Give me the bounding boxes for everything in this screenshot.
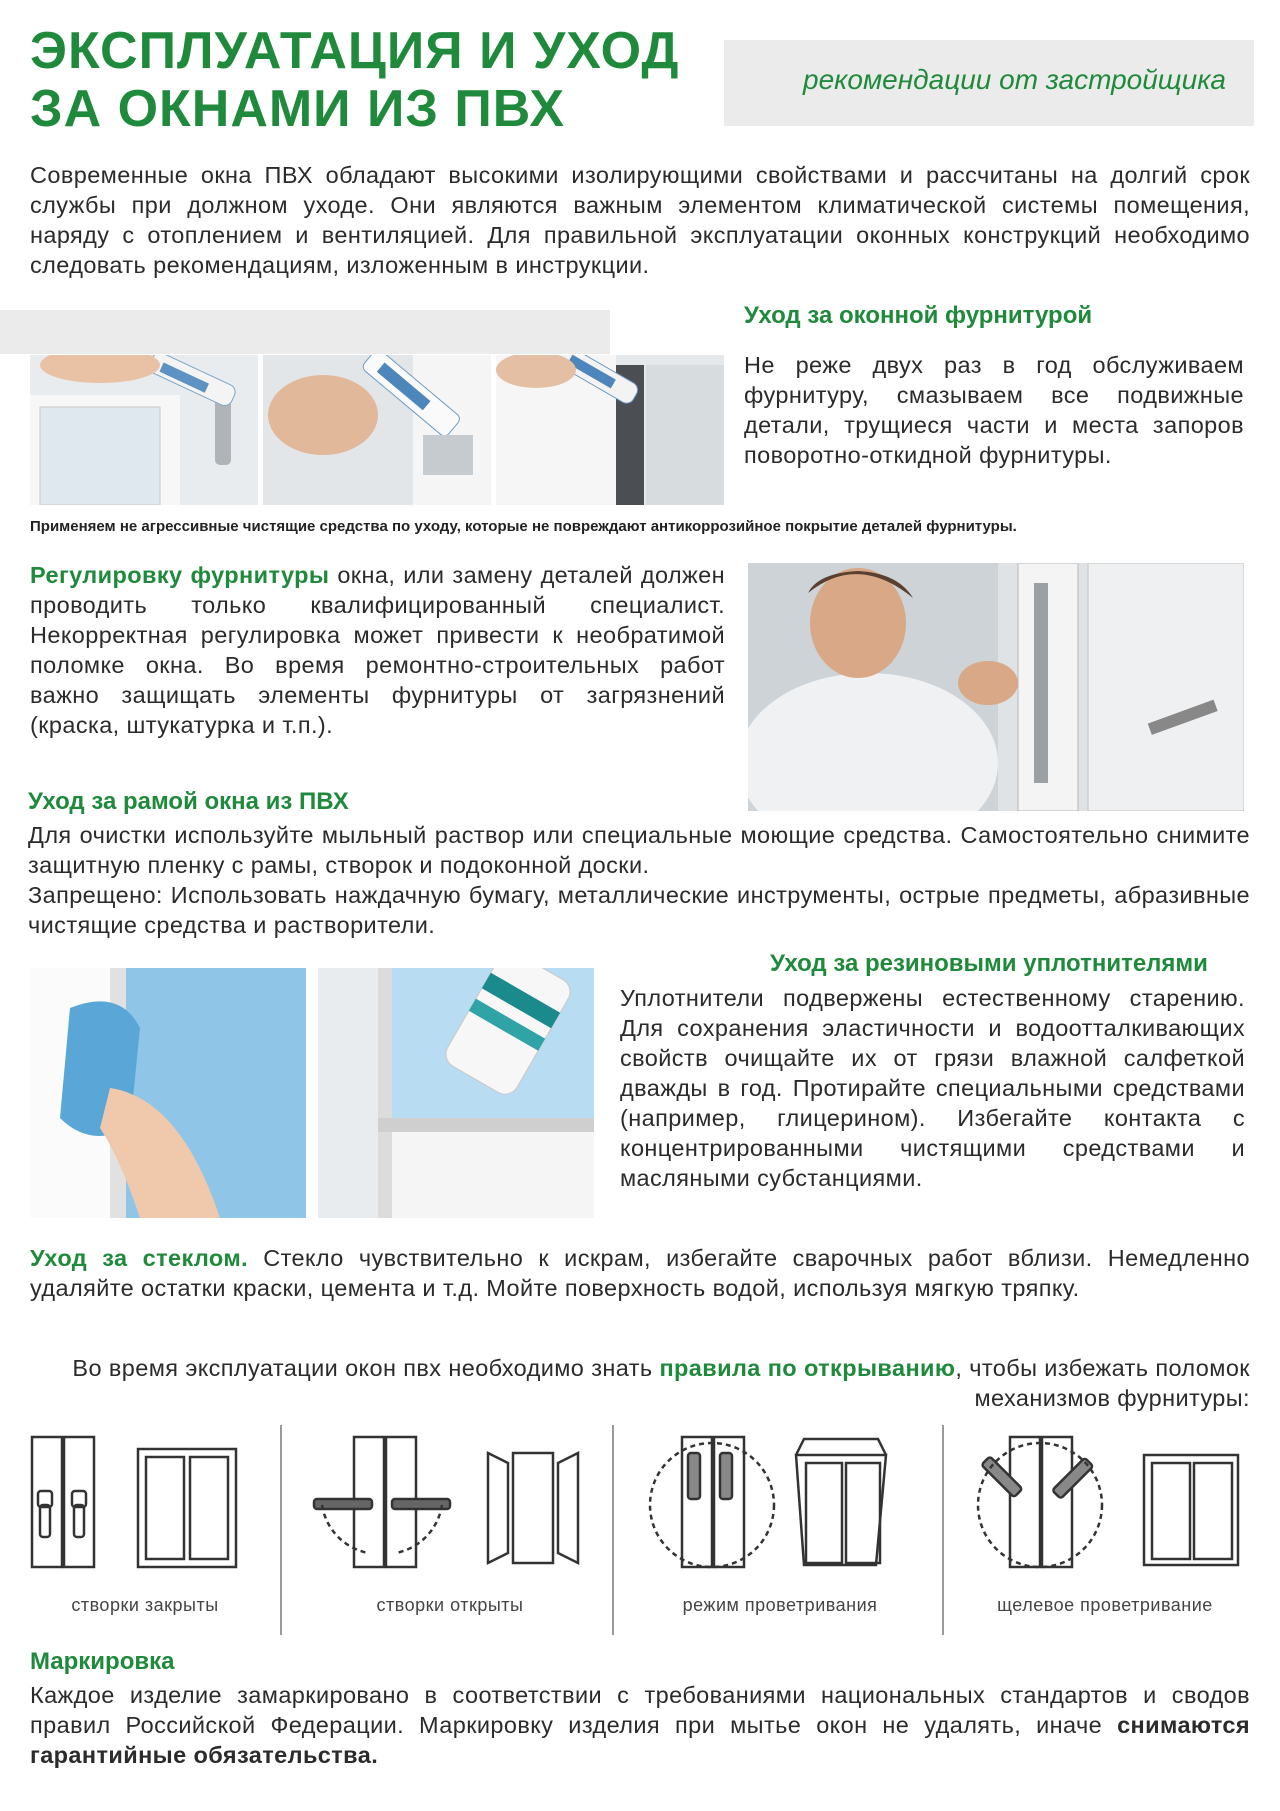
rules-intro: [30, 1353, 1250, 1413]
marking-heading: Маркировка: [30, 1648, 175, 1675]
closed-mode-illustration: [28, 1433, 268, 1573]
slot-ventilation-illustration: [964, 1433, 1254, 1573]
caption-closed: створки закрыты: [71, 1595, 219, 1615]
fittings-band: [0, 310, 610, 354]
marking-bold: снимаются гарантийные обязательства.: [30, 1712, 1250, 1768]
marking-paragraph: [30, 1680, 1250, 1770]
adjust-lead: Регулировку фурнитуры: [30, 562, 330, 588]
title-line-1: ЭКСПЛУАТАЦИЯ И УХОД: [30, 22, 680, 80]
open-mode-illustration: [308, 1433, 598, 1573]
title-line-2: ЗА ОКНАМИ ИЗ ПВХ: [30, 80, 566, 138]
glass-lead: Уход за стеклом.: [30, 1245, 249, 1271]
page-title: [30, 22, 730, 138]
separator-3: [942, 1425, 944, 1635]
intro-paragraph: Современные окна ПВХ обладают высокими изолирующими свойствами и рассчитаны на долгий срок службы при должном уходе. Они являются важным элементом климатической системы помещения, наряду с отоплением и вентиляцией. Для правильной эксплуатации оконных конструкций необходимо следовать рекомендациям, изложенным в инструкции.: [30, 162, 1250, 278]
photo-wiping-window: [30, 968, 306, 1218]
frame-text-2: Запрещено: Использовать наждачную бумагу, металлические инструменты, острые предметы, абразивные чистящие средства и растворители.: [28, 882, 1250, 938]
fittings-heading: Уход за оконной фурнитурой: [744, 302, 1093, 329]
marking-text: Каждое изделие замаркировано в соответствии с требованиями национальных стандартов и сводов правил Российской Федерации. Маркировку изделия при мытье окон не удалять, иначе: [30, 1682, 1250, 1738]
rules-pre: Во время эксплуатации окон пвх необходимо знать: [72, 1355, 660, 1381]
caption-slot-ventilation: щелевое проветривание: [997, 1595, 1213, 1615]
rules-bold: правила по открыванию: [659, 1355, 956, 1381]
frame-text-1: Для очистки используйте мыльный раствор или специальные моющие средства. Самостоятельно снимите защитную пленку с рамы, створок и подоконной доски.: [28, 822, 1250, 878]
frame-heading: Уход за рамой окна из ПВХ: [28, 788, 349, 815]
fittings-text: Не реже двух раз в год обслуживаем фурнитуру, смазываем все подвижные детали, трущиеся части и места запоров поворотно-откидной фурнитуры.: [744, 352, 1244, 468]
ventilation-mode-illustration: [636, 1433, 926, 1573]
caption-ventilation: режим проветривания: [682, 1595, 878, 1615]
subtitle: рекомендации от застройщика: [803, 64, 1226, 95]
separator-1: [280, 1425, 282, 1635]
photo-sash-lubrication: [496, 355, 724, 505]
glass-paragraph: [30, 1243, 1250, 1303]
opening-modes-diagram: [0, 1425, 1280, 1635]
fittings-note: Применяем не агрессивные чистящие средства по уходу, которые не повреждают антикоррозийное покрытие деталей фурнитуры.: [30, 518, 1017, 535]
adjust-text: окна, или замену деталей должен проводить только квалифицированный специалист. Некорректная регулировка может привести к необратимой поломке окна. Во время ремонтно-строительных работ важно защищать элементы фурнитуры от загрязнений (краска, штукатурка и т.п.).: [30, 562, 725, 738]
glass-text: Стекло чувствительно к искрам, избегайте сварочных работ вблизи. Немедленно удаляйте остатки краски, цемента и т.д. Мойте поверхность водой, используя мягкую тряпку.: [30, 1245, 1250, 1301]
photo-lubricant-tube: [263, 355, 491, 505]
seals-text: Уплотнители подвержены естественному старению. Для сохранения эластичности и водоотталкивающих свойств очищайте их от грязи влажной салфеткой дважды в год. Протирайте специальными средствами (например, глицерином). Избегайте контакта с концентрированными чистящими средствами и масляными субстанциями.: [620, 985, 1245, 1191]
caption-open: створки открыты: [376, 1595, 524, 1615]
photo-hinge-lubrication: [30, 355, 258, 505]
subtitle-panel: [724, 40, 1254, 126]
photo-technician-adjusting: [748, 563, 1244, 811]
photo-seal-treatment: [318, 968, 594, 1218]
rules-post: , чтобы избежать поломок механизмов фурнитуры:: [955, 1355, 1250, 1411]
separator-2: [612, 1425, 614, 1635]
adjust-paragraph: [30, 560, 725, 740]
seals-heading: Уход за резиновыми уплотнителями: [770, 950, 1208, 977]
